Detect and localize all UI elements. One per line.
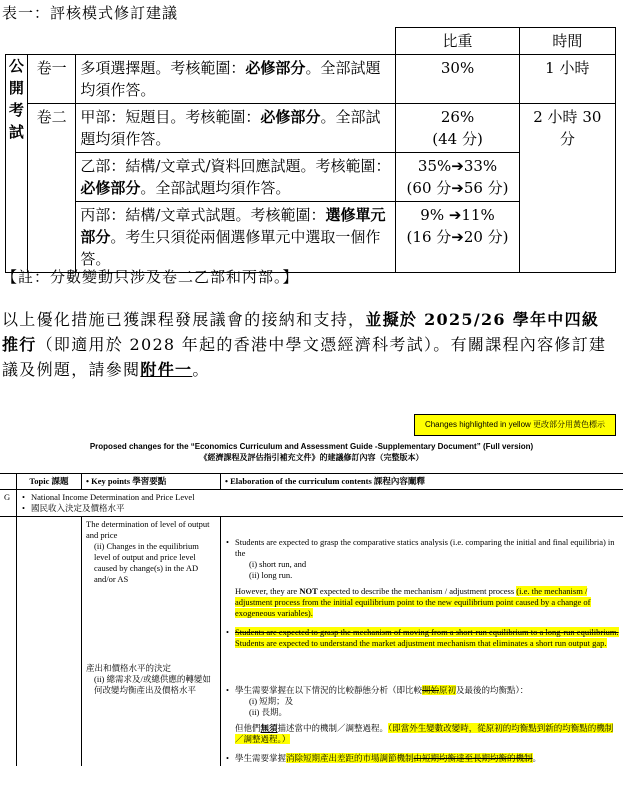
section-a-description: 甲部：短題目。考核範圍：必修部分。全部試題均須作答。 bbox=[76, 104, 396, 153]
elaboration-header: • Elaboration of the curriculum contents 課程內容闡釋 bbox=[221, 474, 623, 490]
curriculum-changes-table bbox=[0, 473, 623, 766]
en-bullet-1: • Students are expected to grasp the comparative statics analysis (i.e. comparing the initial and final equilibria) in the (i) short run, and (ii) long run. However, they are NOT expected to describe the mechanism / adjustment process (i.e. the mechanism / adjustment process from the initial equilibrium point to the new equilibrium point caused by a change of exogeneous variables). bbox=[235, 537, 619, 619]
appendix-link[interactable]: 附件一 bbox=[140, 360, 193, 379]
table2-header-row bbox=[0, 474, 623, 490]
paper2-label: 卷二 bbox=[27, 104, 76, 273]
topic-header: Topic 課題 bbox=[17, 474, 82, 490]
elaboration-cell bbox=[221, 517, 623, 767]
zh-bullet-1: • 學生需要掌握在以下情況的比較靜態分析（即比較開始原初及最後的均衡點）： (i) 短期；及 (ii) 長期。 但他們無須描述當中的機制／調整過程。（即當外生變數改變時，從原初的均衡點到新的均衡點的機制／調整過程。） bbox=[235, 685, 619, 745]
assessment-table bbox=[5, 27, 616, 273]
section-g-title: • National Income Determination and Price Level • 國民收入決定及價格水平 bbox=[17, 490, 623, 517]
implementation-paragraph: 以上優化措施已獲課程發展議會的接納和支持，並擬於 2025/26 學年中四級推行（即適用於 2028 年起的香港中學文憑經濟科考試）。有關課程內容修訂建議及例題，請參閱附件一。 bbox=[2, 310, 607, 379]
proposal-title: Proposed changes for the “Economics Curriculum and Assessment Guide -Supplementary Document” (Full version) 《經濟課程及評估指引補充文件》的建議修訂內容（完整版本） bbox=[89, 442, 534, 462]
paper2-time: 2 小時 30 分 bbox=[519, 104, 615, 273]
highlight-legend-banner: Changes highlighted in yellow 更改部分用黃色標示 bbox=[414, 414, 616, 436]
time-header: 時間 bbox=[519, 28, 615, 55]
paper2-section-a-row bbox=[6, 104, 616, 153]
paper1-row bbox=[6, 55, 616, 104]
public-exam-label: 公 開 考 試 bbox=[6, 55, 28, 273]
section-a-weight: 26% (44 分) bbox=[396, 104, 519, 153]
section-letter: G bbox=[0, 490, 17, 517]
table-header-row bbox=[6, 28, 616, 55]
section-b-weight: 35%➔33% (60 分➔56 分) bbox=[396, 153, 519, 202]
table-caption: 表一：評核模式修訂建議 bbox=[2, 4, 179, 22]
en-bullet-2: • Students are expected to grasp the mechanism of moving from a short-run equilibrium to a long-run equilibrium. Students are expected to understand the market adjustment mechanism that eliminates a short run output gap. bbox=[235, 627, 619, 649]
weight-header: 比重 bbox=[396, 28, 519, 55]
content-row bbox=[0, 517, 623, 767]
section-c-weight: 9% ➔11% (16 分➔20 分) bbox=[396, 202, 519, 273]
paper1-weight: 30% bbox=[396, 55, 519, 104]
section-g-row bbox=[0, 490, 623, 517]
keypoints-header: • Key points 學習要點 bbox=[82, 474, 221, 490]
note: 【註：分數變動只涉及卷二乙部和丙部。】 bbox=[2, 268, 299, 286]
paper1-description: 多項選擇題。考核範圍：必修部分。全部試題均須作答。 bbox=[76, 55, 396, 104]
paper1-label: 卷一 bbox=[27, 55, 76, 104]
paper1-time: 1 小時 bbox=[519, 55, 615, 104]
section-b-description: 乙部：結構/文章式/資料回應試題。考核範圍：必修部分。全部試題均須作答。 bbox=[76, 153, 396, 202]
zh-bullet-2: • 學生需要掌握消除短期產出差距的市場調節機制由短期均衡達至長期均衡的機制。 bbox=[235, 753, 619, 764]
section-c-description: 丙部：結構/文章式試題。考核範圍：選修單元部分。考生只須從兩個選修單元中選取一個作答。 bbox=[76, 202, 396, 273]
key-points-cell: The determination of level of output and price (ii) Changes in the equilibrium level of output and price level caused by change(s) in the AD and/or AS 產出和價格水平的決定 (ii) 總需求及/或總供應的轉變如何改變均衡產出及價格水平 bbox=[82, 517, 221, 767]
